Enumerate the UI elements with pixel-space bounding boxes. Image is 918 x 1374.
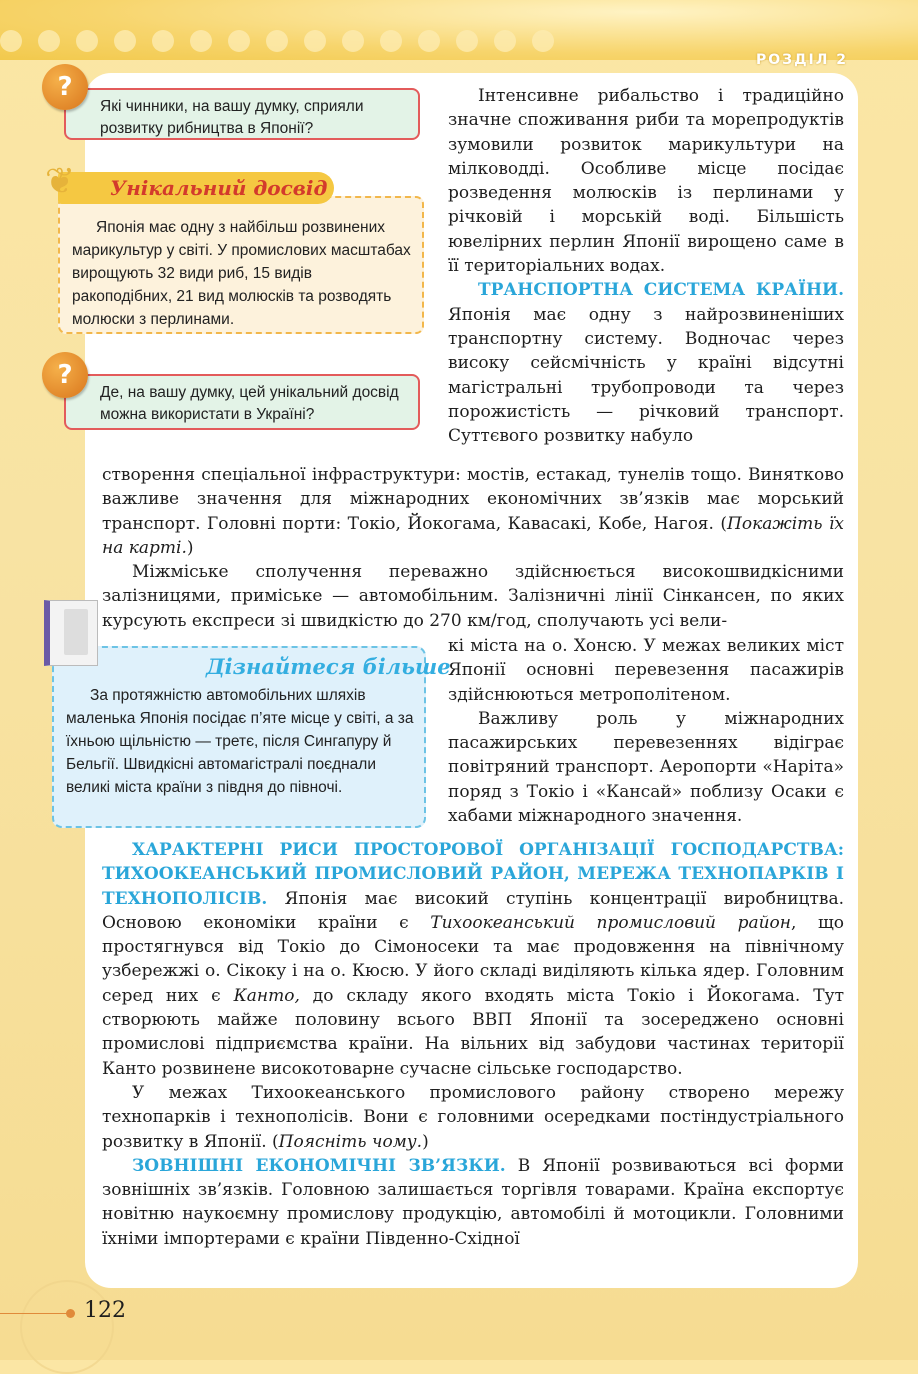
instruction-explain-why: Поясніть чому.: [278, 1131, 423, 1152]
paragraph-transport-a: Японія має одну з найрозвиненіших транспортну систему. Водночас через високу сейсмічність у країні відсутні магістральні трубопроводи та через порожистість — річковий транспорт. Суттєвого розвитку набуло: [448, 304, 844, 447]
text-full-1: створення спеціальної інфраструктури: мостів, естакад, тунелів тощо. Винятково важливе значення для міжнародних економічних зв’язків має морський транспорт. Головні порти: Токіо, Йокогама, Кавасакі, Кобе, Нагоя. (Покажіть їх на карті.) Міжміське сполучення переважно здійснюється високошвидкісними залізницями, приміське — автомобільним. Залізничні лінії Сінкансен, по яких курсують експреси зі швидкістю до 270 км/год, сполучають усі вели-: [102, 463, 844, 633]
wreath-icon: ❦: [44, 161, 76, 202]
paragraph-air: Важливу роль у міжнародних пасажирських перевезеннях відіграє повітряний транспорт. Аеропорти «Наріта» поряд з Токіо і «Кансай» поблизу Осаки є хабами міжнародного значення.: [448, 708, 844, 827]
paragraph-economy-c: до складу якого входять міста Токіо і Йокогама. Тут створюють майже половину всього ВВП Японії та зосереджено основні промислові підприємства країни. На вільних від забудови частинах території Канто розвинене високотоварне сучасне сільське господарство.: [102, 985, 845, 1079]
header-decoration: [0, 0, 918, 60]
term-pacific-industrial-region: Тихоокеанський промисловий район: [430, 912, 791, 933]
question-text-1: Які чинники, на вашу думку, сприяли розвитку рибництва в Японії?: [100, 98, 364, 137]
text-column-right-2: [448, 634, 844, 828]
page-number-dot: [66, 1309, 75, 1318]
paragraph-rail-b: кі міста на о. Хонсю. У межах великих міст Японії основні перевезення пасажирів здійснюються метрополітеном.: [448, 636, 844, 705]
page-number-line: [0, 1313, 68, 1314]
paragraph-technoparks: У межах Тихоокеанського промислового району створено мережу технопарків і технополісів. Вони є головними осередками постіндустріального розвитку в Японії. (: [102, 1082, 844, 1152]
question-icon: ?: [42, 64, 88, 110]
paragraph-economy-a: Японія має високий ступінь концентрації виробництва. Основою економіки країни є: [102, 888, 845, 933]
learn-more-text: За протяжністю автомобільних шляхів маленька Японія посідає п’яте місце у світі, а за їхньою щільністю — третє, після Сингапуру й Бельгії. Швидкісні автомагістралі поєднали великі міста країни з півдня до півночі.: [66, 687, 414, 796]
heading-transport: ТРАНСПОРТНА СИСТЕМА КРАЇНИ.: [478, 280, 844, 301]
heading-spatial-organization: ХАРАКТЕРНІ РИСИ ПРОСТОРОВОЇ ОРГАНІЗАЦІЇ ГОСПОДАРСТВА: ТИХООКЕАНСЬКИЙ ПРОМИСЛОВИЙ РАЙОН, МЕРЕЖА ТЕХНОПАРКІВ І ТЕХНОПОЛІСІВ.: [102, 840, 844, 909]
decorative-dots: [0, 30, 600, 50]
book-icon: [44, 600, 98, 666]
question-box-1: [64, 88, 420, 140]
term-kanto: Канто,: [233, 985, 300, 1006]
heading-external-relations: ЗОВНІШНІ ЕКОНОМІЧНІ ЗВ’ЯЗКИ.: [132, 1155, 506, 1176]
paragraph-rail-a: Міжміське сполучення переважно здійснюється високошвидкісними залізницями, приміське — автомобільним. Залізничні лінії Сінкансен, по яких курсують експреси зі швидкістю до 270 км/год, сполучають усі вели-: [102, 562, 844, 631]
question-text-2: Де, на вашу думку, цей унікальний досвід можна використати в Україні?: [100, 384, 399, 423]
unique-experience-box: [58, 196, 424, 334]
unique-experience-title: Унікальний досвід: [58, 172, 334, 204]
paragraph-external: В Японії розвиваються всі форми зовнішніх зв’язків. Головною залишається торгівля товарами. Країна експортує новітню наукоємну промислову продукцію, автомобілі й мотоцикли. Головними їхніми імпортерами є країни Південно-Східної: [102, 1155, 844, 1249]
learn-more-title: Дізнайтеся більше: [206, 654, 451, 679]
question-icon: ?: [42, 352, 88, 398]
unique-experience-text: Японія має одну з найбільш розвинених марикультур у світі. У промислових масштабах вирощують 32 види риб, 15 видів ракоподібних, 21 вид молюсків та розводять молюски з перлинами.: [72, 219, 411, 328]
paragraph-fishing: Інтенсивне рибальство і традиційно значне споживання риби та морепродуктів зумовили розвиток марикультури на мілководді. Особливе місце посідає розведення молюсків із перлинами у річковій і морській воді. Більшість ювелірних перлин Японії вирощено саме в її територіальних водах.: [448, 86, 844, 277]
question-box-2: [64, 374, 420, 430]
paragraph-economy-b: , що простягнувся від Токіо до Сімоносеки та має продовження на північному узбережжі о. Сікоку і на о. Кюсю. У його складі виділяють кілька ядер. Головним серед них є: [102, 912, 844, 1006]
text-full-2: ХАРАКТЕРНІ РИСИ ПРОСТОРОВОЇ ОРГАНІЗАЦІЇ ГОСПОДАРСТВА: ТИХООКЕАНСЬКИЙ ПРОМИСЛОВИЙ РАЙОН, МЕРЕЖА ТЕХНОПАРКІВ І ТЕХНОПОЛІСІВ. Японія має високий ступінь концентрації виробництва. Основою економіки країни є Тихоокеанський промисловий район, що простягнувся від Токіо до Сімоносеки та має продовження на північному узбережжі о. Сікоку і на о. Кюсю. У його складі виділяють кілька ядер. Головним серед них є Канто, до складу якого входять міста Токіо і Йокогама. Тут створюють майже половину всього ВВП Японії та зосереджено основні промислові підприємства країни. На вільних від забудови частинах території Канто розвинене високотоварне сучасне сільське господарство. У межах Тихоокеанського промислового району створено мережу технопарків і технополісів. Вони є головними осередками постіндустріального розвитку в Японії. (Поясніть чому.) ЗОВНІШНІ ЕКОНОМІЧНІ ЗВ’ЯЗКИ. В Японії розвиваються всі форми зовнішніх зв’язків. Головною залишається торгівля товарами. Країна експортує новітню наукоємну промислову продукцію, автомобілі й мотоцикли. Головними їхніми імпортерами є країни Південно-Східної: [102, 840, 845, 1249]
page-number: 122: [84, 1298, 126, 1323]
paragraph-transport-b: створення спеціальної інфраструктури: мостів, естакад, тунелів тощо. Винятково важливе значення для міжнародних економічних зв’язків має морський транспорт. Головні порти: Токіо, Йокогама, Кавасакі, Кобе, Нагоя. (: [102, 465, 844, 534]
text-column-right: [448, 84, 844, 448]
instruction-show-on-map: Покажіть їх на карті.: [102, 513, 844, 558]
section-label: РОЗДІЛ 2: [755, 52, 848, 68]
